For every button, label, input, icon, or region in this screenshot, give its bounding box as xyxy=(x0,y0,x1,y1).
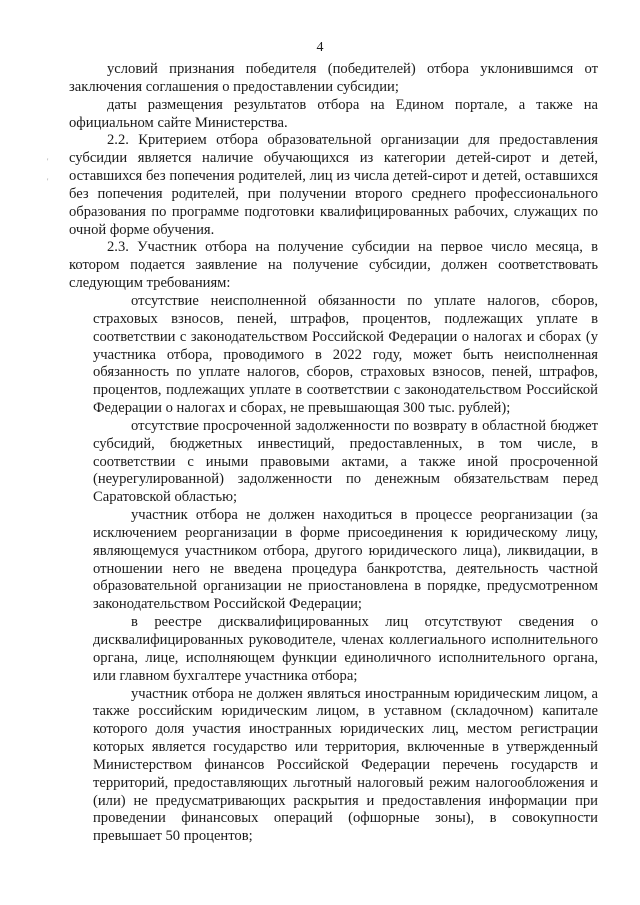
requirement-no-disqualified-persons: в реестре дисквалифицированных лиц отсутствуют сведения о дисквалифицированных руководителе, членах коллегиального исполнительного органа, лице, исполняющем функции единоличного исполнительного органа, или главном бухгалтере участника отбора; xyxy=(93,614,598,684)
paragraph-results-publication-date: даты размещения результатов отбора на Едином портале, а также на официальном сайте Министерства. xyxy=(69,96,598,131)
page-number: 4 xyxy=(316,40,324,55)
requirement-no-overdue-debt: отсутствие просроченной задолженности по возврату в областной бюджет субсидий, бюджетных инвестиций, предоставленных, в том числе, в соответствии с иными правовыми актами, а также иной просроченной (неурегулированной) задолженности по денежным обязательствам перед Саратовской областью; xyxy=(93,417,598,506)
requirement-no-reorganization: участник отбора не должен находиться в процессе реорганизации (за исключением реорганизации в форме присоединения к юридическому лицу, являющемуся участником отбора, другого юридического лица), ликвидации, в отношении него не введена процедура банкротства, деятельность частной образовательной организации не приостановлена в порядке, предусмотренном законодательством Российской Федерации; xyxy=(93,507,598,613)
scan-speck: ' xyxy=(47,177,49,186)
requirement-not-foreign-entity: участник отбора не должен являться иностранным юридическим лицом, а также российским юридическим лицом, в уставном (складочном) капитале которого доля участия иностранных юридических лиц, местом регистрации которых является государство или территория, включенные в утвержденный Министерством финансов Российской Федерации перечень государств и территорий, предоставляющих льготный налоговый режим налогообложения и (или) не предусматривающих раскрытия и предоставления информации при проведении финансовых операций (офшорные зоны), в совокупности превышает 50 процентов; xyxy=(93,685,598,845)
requirement-no-tax-arrears: отсутствие неисполненной обязанности по уплате налогов, сборов, страховых взносов, пеней, штрафов, процентов, подлежащих уплате в соответствии с законодательством Российской Федерации о налогах и сборах (у участника отбора, проводимого в 2022 году, может быть неисполненная обязанность по уплате налогов, сборов, страховых взносов, пеней, штрафов, процентов, подлежащих уплате в соответствии с законодательством Российской Федерации о налогах и сборах, не превышающая 300 тыс. рублей); xyxy=(93,292,598,417)
paragraph-2-3-participant-requirements: 2.3. Участник отбора на получение субсидии на первое число месяца, в котором подается заявление на получение субсидии, должен соответствовать следующим требованиям: xyxy=(69,239,598,292)
paragraph-2-2-selection-criterion: 2.2. Критерием отбора образовательной организации для предоставления субсидии является наличие обучающихся из категории детей-сирот и детей, оставшихся без попечения родителей, лиц из числа детей-сирот и детей, оставшихся без попечения родителей, при получении второго среднего профессионального образования по программе подготовки квалифицированных рабочих, служащих по очной форме обучения. xyxy=(69,132,598,238)
scan-speck: ' xyxy=(47,157,49,166)
document-body xyxy=(69,61,598,846)
paragraph-award-conditions-continuation: условий признания победителя (победителей) отбора уклонившимся от заключения соглашения о предоставлении субсидии; xyxy=(69,61,598,95)
